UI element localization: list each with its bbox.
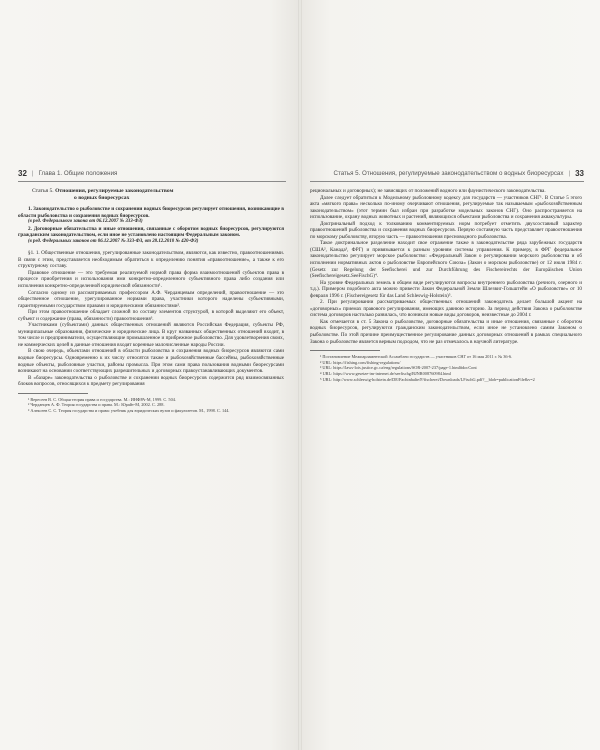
left-chapter-title: Глава 1. Общие положения bbox=[38, 169, 118, 177]
paragraph: Участниками (субъектами) данных общественных отношений являются Российская Федерация, субъекты РФ, муниципальные образования, физические и юридические лица. В круг названных общественных отношений входит, в том числе и предприниматели, осуществляющие промышленное и прибрежное рыболовство. Для удовлетворения своих, не коммерческих целей в данные отношения входят коренные малочисленные народы России. bbox=[18, 322, 284, 348]
paragraph: §1. 1. Общественные отношения, урегулированные законодательством, являются, как известно, правоотношениями. В связи с этим, представляется необходимым обратиться к определению понятия «правоотношение», а также к его структурному составу. bbox=[18, 250, 284, 270]
article-heading bbox=[18, 188, 284, 202]
paragraph: Согласно одному из рассматриваемых профессором А.Ф. Черданцевым определений, правоотношение — это общественное отношение, урегулированное нормами права, участники которого наделены субъективными, гарантируемыми государством правами и юридическими обязанностями². bbox=[18, 289, 284, 309]
paragraph: Доктринальный подход к толкованию комментируемых норм потребует отметить двухсоставный характер правоотношений рыболовства и сохранения водных биоресурсов. Первую составную часть представляет правоотношения по морскому рыболовству, вторую часть — правоотношения пресноводного рыболовства. bbox=[310, 220, 582, 240]
left-body bbox=[18, 188, 284, 414]
header-separator: | bbox=[31, 169, 34, 177]
paragraph: Как отмечается в ст. 5 Закона о рыболовстве, договорные обязательства и иные отношения, связанные с оборотом водных биоресурсов, регулируются гражданским законодательством, если иное не установлено самим Законом о рыболовстве. По этой причине преимущественное регулирование данных договорных отношений в рамках специального Закона о рыболовстве является верным подходом, что не раз отмечалось в научной литературе. bbox=[310, 318, 582, 345]
paragraph: При этом правоотношение обладает сложной по составу элементов структурой, в которой выделяют его объект, субъект и содержание (права, обязанности) правоотношения³. bbox=[18, 309, 284, 322]
footnote: ³ Алексеев С. С. Теория государства и права: учебник для юридических вузов и факультетов. М., 1998. С. 144. bbox=[28, 407, 230, 413]
paragraph: В «базаре» законодательства о рыболовстве и сохранении водных биоресурсов содержится ряд взаимосвязанных блоков вопросов, относящихся к предмету регулирования bbox=[18, 374, 284, 388]
law-item: 1. Законодательство о рыболовстве и сохранении водных биоресурсов регулирует отношения, возникающие в области рыболовства и сохранения водных биоресурсов. bbox=[18, 206, 284, 219]
law-item: 2. Договорные обязательства и иные отношения, связанные с оборотом водных биоресурсов, регулируются гражданским законодательством, если иное не установлено настоящим Федеральным законом. bbox=[18, 225, 284, 239]
article-label: Статья 5. bbox=[32, 188, 54, 194]
right-article-title: Статья 5. Отношения, регулируемые законодательством о водных биоресурсах bbox=[333, 169, 564, 177]
footnote-rule bbox=[18, 393, 88, 394]
footnote: ³ URL: https://laws-lois.justice.gc.ca/eng/regulations/SOR-2007-237/page-1.html#docCont bbox=[320, 365, 477, 371]
left-page-number: 32 bbox=[18, 168, 27, 178]
right-running-head bbox=[310, 166, 584, 180]
footnote-rule bbox=[310, 350, 380, 351]
right-page bbox=[300, 0, 600, 750]
law-edition-note: (в ред. Федеральных законов от 06.12.2007 № 333-ФЗ, от 28.12.2010 № 420-ФЗ) bbox=[28, 238, 199, 244]
left-running-head bbox=[18, 166, 286, 180]
footnote: ² URL: https://fishing.com/fishing-regulations/ bbox=[320, 359, 401, 365]
footnote: ² Черданцев А. Ф. Теория государства и права. М.: Юрайт-М, 2002. С. 288. bbox=[28, 402, 165, 408]
footnote: ¹ Вересеев В. С. Общая теория права и государства. М.: ИНФРА-М, 1999. С. 504. bbox=[28, 396, 176, 402]
paragraph: 2. При регулировании рассматриваемых общественных отношений законодатель делает большой акцент на «договорных» приемах правового регулирования, имеющих давнюю историю. За период действия Закона о рыболовстве система договоров настолько развилась, что возникли новые виды договоров, неизвестные до 2004 г. bbox=[310, 299, 582, 319]
book-gutter bbox=[298, 0, 302, 750]
paragraph: На уровне Федеральных земель в общем виде регулируются вопросы внутреннего рыболовства (речного, озерного и т.д.). Примером подобного акта можно привести Закон Федеральной Земли Шлезвиг-Гольштейн «О рыболовстве» от 10 февраля 1996 г. (Fischereigesetz für das Land Schleswig-Holstein)⁵. bbox=[310, 279, 582, 299]
footnote: ⁴ URL: https://www.gesetze-im-internet.de/seefischg/BJNR008760984.html bbox=[320, 370, 451, 376]
paragraph: рециональных и договорных); не зависящих от положений водного или фаунистического законодательства. bbox=[310, 188, 546, 194]
paragraph: Правовое отношение — это требуемая реализуемой нормой права форма взаимоотношений субъектов права в процессе приобретения и использования ими конкретно-определенного субъективного права либо создания или исполнения конкретно-определенной юридической обязанности¹. bbox=[18, 269, 284, 290]
paragraph: В свою очередь, объектами отношений в области рыболовства и сохранения водных биоресурсов являются сами водные биоресурсы. Одновременно к их числу относятся также и рыбохозяйственные бассейны, рыбохозяйственные водные объекты, рыболовные участки, районы промысла. При этом сами права пользования водными биоресурсами возникают на основании соответствующих разрешительных и договорных правоустанавливающих документов. bbox=[18, 348, 284, 375]
header-rule bbox=[18, 181, 286, 182]
paragraph: Такое доктринальное разделение находит свое отражение также в законодательстве ряда зарубежных государств (США², Канада³, ФРГ) и привязывается к разным уровням системы управления. К примеру, в ФРГ федеральное законодательство регулирует морское рыболовство: «Федеральный Закон о регулировании морского рыболовства и об исполнении нормативных актов о рыболовстве Европейского Союза» (Закон о морском рыболовстве) от 12 июля 1984 г. (Gesetz zur Regelung der Seefischerei und zur Durchführung des Fischereirechts der Europäischen Union (Seefischereigesetz.SeeFischG)⁴. bbox=[310, 240, 582, 280]
right-page-number: 33 bbox=[575, 168, 584, 178]
footnote: ¹ Постановление Межпарламентской Ассамблеи государств — участников СНГ от 16 мая 2011 г. № 36-6. bbox=[320, 354, 513, 360]
header-separator: | bbox=[568, 169, 571, 177]
paragraph: Далее следует обратиться к Модельному рыболовному кодексу для государств — участников СНГ¹. В Статье 5 этого акта «мягкого права» несколько по-иному очерчивают отношения, регулируемые так называемым «рыбохозяйственным законодательством» (этот термин был избран при разработке модельных законов СНГ). Оно распространяется на использование, охрану водных животных и растений, являющихся объектами рыболовства и сохранения аквакультуры. bbox=[310, 194, 582, 221]
header-rule bbox=[310, 181, 584, 182]
footnote: ⁵ URL: http://www.schleswig-holstein.de/DE/Fachinhalte/F/fischerei/Downloads/LFischG.pdf?__blob=publicationFile&v=2 bbox=[320, 376, 535, 382]
law-text bbox=[18, 206, 284, 245]
law-edition-note: (в ред. Федерального закона от 06.12.2007 № 333-ФЗ) bbox=[28, 219, 143, 225]
article-title-line-2: о водных биоресурсах bbox=[74, 195, 130, 201]
right-body bbox=[310, 188, 582, 382]
article-title-line-1: Отношения, регулируемые законодательством bbox=[55, 188, 174, 194]
